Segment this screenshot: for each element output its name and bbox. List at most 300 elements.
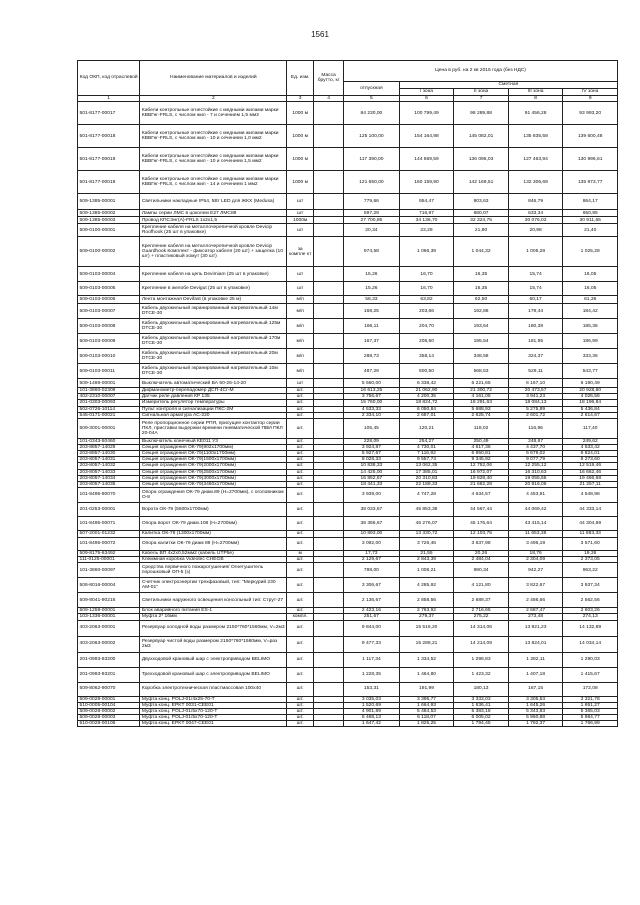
row-zone-1: 16,70 (399, 282, 454, 296)
row-zone-3: 1 005,28 (508, 237, 563, 267)
row-code: 509-8041-90216 (78, 593, 140, 608)
row-zone-4: 4 533,42 (563, 444, 618, 450)
table-row (78, 667, 618, 682)
row-zone-2: 6 221,65 (454, 379, 509, 388)
row-zone-2: 4 617,36 (454, 444, 509, 450)
row-zone-1: 1 008,21 (399, 563, 454, 578)
row-code: 509-0103-00005 (78, 282, 140, 296)
row-code: 509-0028-00001 (78, 696, 140, 702)
row-mass (314, 502, 344, 516)
row-mass (314, 194, 344, 210)
row-zone-3: 18,76 (508, 550, 563, 556)
row-zone-2: 5 383,18 (454, 708, 509, 714)
row-zone-3: 1 407,18 (508, 667, 563, 682)
row-zone-2: 62,50 (454, 296, 509, 304)
row-name: Секция ограждения ОК-79(2500х1700мм) (140, 469, 287, 475)
row-zone-2: 568,53 (454, 364, 509, 379)
row-name: Крепление в желобе Devigut (25 шт в упаковке) (140, 282, 287, 296)
row-zone-1: 716,97 (399, 210, 454, 217)
row-unit: шт. (287, 593, 314, 608)
row-zone-1: 15 516,20 (399, 620, 454, 636)
row-unit: м/п (287, 296, 314, 304)
row-code: 507-2001-01232 (78, 530, 140, 537)
row-zone-4: 44 333,14 (563, 502, 618, 516)
row-zone-2: 348,58 (454, 349, 509, 364)
row-unit: шт. (287, 502, 314, 516)
row-zone-4: 185,36 (563, 319, 618, 334)
row-zone-3: 846,79 (508, 194, 563, 210)
row-price: 1 647,42 (344, 721, 400, 727)
row-code: 101-3860-00097 (78, 563, 140, 578)
row-code: 203-8057-14035 (78, 481, 140, 487)
row-unit: шт. (287, 444, 314, 450)
row-zone-1: 6 338,42 (399, 379, 454, 388)
table-row (78, 487, 618, 502)
row-price: 3 092,00 (344, 537, 400, 550)
row-unit: шт. (287, 457, 314, 463)
row-zone-1: 203,66 (399, 304, 454, 319)
row-zone-4: 864,17 (563, 194, 618, 210)
row-price: 4 901,89 (344, 708, 400, 714)
row-unit: шт (287, 194, 314, 210)
row-zone-2: 14 314,06 (454, 620, 509, 636)
header-release: отпускная (344, 82, 400, 96)
row-unit: 1000 м (287, 125, 314, 148)
row-zone-3: 13 824,01 (508, 636, 563, 652)
column-number: 6 (399, 96, 454, 102)
row-zone-4: 172,08 (563, 682, 618, 696)
table-row (78, 334, 618, 349)
row-zone-3: 16 310,63 (508, 469, 563, 475)
row-name: Калитка ОК-79 (1300х1700мм) (140, 530, 287, 537)
row-zone-4: 650,95 (563, 210, 618, 217)
row-zone-4: 18 196,84 (563, 400, 618, 406)
row-zone-1: 21,55 (399, 550, 454, 556)
row-zone-1: 150 159,90 (399, 171, 454, 194)
table-row (78, 593, 618, 608)
row-zone-2: 16,35 (454, 282, 509, 296)
row-name: Крепление кабеля на металлочерепичной кровле Devicip Roofhook (25 шт в упаковке) (140, 224, 287, 237)
table-row (78, 721, 618, 727)
row-unit: шт. (287, 537, 314, 550)
row-price: 117 390,00 (344, 148, 400, 171)
row-zone-3: 6 679,02 (508, 451, 563, 457)
row-mass (314, 267, 344, 282)
table-row (78, 319, 618, 334)
row-zone-3: 3 941,23 (508, 394, 563, 400)
row-zone-2: 3 333,03 (454, 696, 509, 702)
row-name: Кабель двухжильный экранированный нагревательный 10м DTCE-30 (140, 364, 287, 379)
row-code: 501-8177-00019 (78, 148, 140, 171)
table-row (78, 682, 618, 696)
row-unit: шт. (287, 487, 314, 502)
row-name: Крепление кабеля на цепь Devimiam (25 шт в упаковке) (140, 267, 287, 282)
table-row (78, 296, 618, 304)
table-row (78, 102, 618, 125)
row-code: 101-8495-00072 (78, 537, 140, 550)
row-name: Муфта конц. EPKT 0031-CEE01 (140, 702, 287, 708)
row-zone-2: 6 950,81 (454, 451, 509, 457)
row-zone-3: 324,37 (508, 349, 563, 364)
row-zone-1: 18 824,72 (399, 400, 454, 406)
row-name: Кабели контрольные огнестойкие с медными жилами марки КВВГнг-FRLS, с числом жил - 10 и сечением 1,5 мм2 (140, 148, 287, 171)
row-name: Лампы серии ЛМС в цоколем E27 ЛМС88 (140, 210, 287, 217)
row-zone-2: 1 794,45 (454, 721, 509, 727)
row-unit: шт (287, 224, 314, 237)
row-name: Счетчик электроэнергии трехфазовый, тип: "Меркурий 230 АМ-01" (140, 578, 287, 593)
row-zone-3: 179,44 (508, 304, 563, 319)
table-row (78, 194, 618, 210)
row-unit: шт. (287, 667, 314, 682)
row-zone-1: 2 843,39 (399, 557, 454, 563)
row-mass (314, 620, 344, 636)
column-number: 2 (140, 96, 287, 102)
row-zone-3: 1 645,26 (508, 702, 563, 708)
row-zone-1: 2 763,92 (399, 608, 454, 614)
row-price: 1 520,69 (344, 702, 400, 708)
row-mass (314, 171, 344, 194)
row-zone-4: 1 025,28 (563, 237, 618, 267)
row-code: 501-8177-00017 (78, 102, 140, 125)
row-zone-4: 186,99 (563, 334, 618, 349)
column-number: 5 (344, 96, 400, 102)
row-unit: м/п (287, 364, 314, 379)
row-zone-3: 5 275,89 (508, 406, 563, 412)
row-zone-1: 1 334,52 (399, 652, 454, 667)
row-mass (314, 349, 344, 364)
row-zone-1: 120,21 (399, 418, 454, 438)
row-unit: шт. (287, 682, 314, 696)
row-zone-3: 180,38 (508, 319, 563, 334)
row-zone-2: 5 688,93 (454, 406, 509, 412)
row-zone-4: 16 662,46 (563, 469, 618, 475)
row-name: Муфта конц. POLJ-01/5х70-120-Т (140, 708, 287, 714)
row-price: 15 760,00 (344, 400, 400, 406)
row-code: 201-0993-93200 (78, 652, 140, 667)
row-price: 15,26 (344, 282, 400, 296)
row-name: Блок аварийного питания ES-1 (140, 608, 287, 614)
row-unit: шт. (287, 530, 314, 537)
row-code: 509-8062-90070 (78, 682, 140, 696)
row-price: 4 533,33 (344, 406, 400, 412)
row-price: 167,37 (344, 334, 400, 349)
row-zone-2: 16,35 (454, 267, 509, 282)
row-unit: м (287, 550, 314, 556)
row-zone-1: 1 825,25 (399, 721, 454, 727)
row-zone-2: 903,63 (454, 194, 509, 210)
header-mass: Масса брутто, кг (314, 61, 344, 96)
row-unit: шт. (287, 636, 314, 652)
header-name: Наименование материалов и изделий (140, 61, 287, 96)
row-zone-2: 118,02 (454, 418, 509, 438)
row-name: Сигнальная арматура АС-220 (140, 412, 287, 418)
row-price: 121 650,00 (344, 171, 400, 194)
row-code: 509-0100-00001 (78, 224, 140, 237)
row-zone-3: 942,27 (508, 563, 563, 578)
row-zone-1: 191,99 (399, 682, 454, 696)
row-code: 509-1258-00001 (78, 608, 140, 614)
row-zone-1: 100 799,49 (399, 102, 454, 125)
row-name: Секция ограждения ОК-79(3460х1700мм) (140, 481, 287, 487)
row-zone-3: 135 835,58 (508, 125, 563, 148)
row-name: Муфта конц. POLJ-01/5х70-120-Т (140, 714, 287, 720)
row-zone-2: 3 637,98 (454, 537, 509, 550)
row-name: Измеритель регулятор температуры (140, 400, 287, 406)
table-row (78, 578, 618, 593)
row-zone-1: 6 050,84 (399, 406, 454, 412)
row-price: 17,73 (344, 550, 400, 556)
row-price: 2 136,67 (344, 593, 400, 608)
row-unit: шт. (287, 702, 314, 708)
row-code: 501-8177-00019 (78, 171, 140, 194)
row-zone-4: 21,40 (563, 224, 618, 237)
row-zone-1: 45 853,38 (399, 502, 454, 516)
table-row (78, 516, 618, 530)
row-zone-3: 2 486,66 (508, 593, 563, 608)
row-name: Средства первичного пожаротушения/ Огнетушитель порошковый ОП-5 (з) (140, 563, 287, 578)
row-price: 2 129,67 (344, 557, 400, 563)
row-unit: м/п (287, 304, 314, 319)
row-name: Кабели контрольные огнестойкие с медными жилами марки КВВГнг-FRLS, с числом жил - 7 и сечением 1,5 мм2 (140, 102, 287, 125)
row-name: Выключатель автоматический ВА 60-26-14-20 (140, 379, 287, 388)
row-unit: шт. (287, 557, 314, 563)
table-row (78, 224, 618, 237)
row-zone-2: 4 161,05 (454, 394, 509, 400)
row-price: 38 033,67 (344, 502, 400, 516)
row-zone-4: 19 466,68 (563, 475, 618, 481)
row-zone-4: 2 562,56 (563, 593, 618, 608)
row-zone-4: 16,05 (563, 282, 618, 296)
row-mass (314, 578, 344, 593)
row-zone-1: 1 464,80 (399, 667, 454, 682)
table-row (78, 530, 618, 537)
row-zone-1: 2 687,01 (399, 412, 454, 418)
row-mass (314, 682, 344, 696)
row-price: 2 423,16 (344, 608, 400, 614)
row-zone-3: 3 496,19 (508, 537, 563, 550)
row-zone-4: 130 996,61 (563, 148, 618, 171)
row-price: 15,26 (344, 267, 400, 282)
row-zone-2: 4 121,80 (454, 578, 509, 593)
row-zone-3: 273,48 (508, 614, 563, 620)
row-zone-1: 63,82 (399, 296, 454, 304)
row-unit: шт. (287, 394, 314, 400)
row-mass (314, 210, 344, 217)
row-name: Лента монтажная Devifast (в упаковке 25 м) (140, 296, 287, 304)
row-name: Резервуар холодной воды размером 2150*760*1560мм, V=2м3 (140, 620, 287, 636)
row-zone-1: 206,50 (399, 334, 454, 349)
row-price: 5 560,00 (344, 379, 400, 388)
row-name: Секция ограждения ОК-79(2000х1700мм) (140, 463, 287, 469)
row-zone-3: 529,11 (508, 364, 563, 379)
row-name: Крепление кабеля на металлочерепичной кровле Devicip Guardhook Комплект - фиксатор кабеля (20 шт) + защелка (10 шт) + пластиковый хомут (30 шт) (140, 237, 287, 267)
table-row (78, 364, 618, 379)
row-unit: шт. (287, 578, 314, 593)
row-zone-1: 600,50 (399, 364, 454, 379)
row-zone-2: 2 689,37 (454, 593, 509, 608)
row-price: 166,11 (344, 319, 400, 334)
row-zone-4: 19,36 (563, 550, 618, 556)
row-zone-2: 6 005,02 (454, 714, 509, 720)
row-zone-3: 20 473,57 (508, 388, 563, 394)
row-name: Кабели контрольные огнестойкие с медными жилами марки КВВГнг-FRLS, с числом жил - 14 и сечением 1 мм2 (140, 171, 287, 194)
table-row (78, 267, 618, 282)
row-name: Датчик реле давления КР 135 (140, 394, 287, 400)
row-mass (314, 364, 344, 379)
row-zone-1: 254,27 (399, 438, 454, 444)
row-code: 509-0028-00002 (78, 708, 140, 714)
row-zone-2: 21,80 (454, 224, 509, 237)
row-name: Пульт контроля и сигнализации ПКС-2М (140, 406, 287, 412)
row-code: 403-2063-00001 (78, 620, 140, 636)
row-price: 5 927,67 (344, 451, 400, 457)
row-price: 105,45 (344, 418, 400, 438)
row-zone-2: 14 214,09 (454, 636, 509, 652)
row-zone-4: 139 600,48 (563, 125, 618, 148)
table-row (78, 304, 618, 319)
row-zone-3: 2 304,09 (508, 557, 563, 563)
row-zone-1: 16,70 (399, 267, 454, 282)
row-name: Кабели контрольные огнестойкие с медными жилами марки КВВГнг-FRLS, с числом жил - 10 и сечением 1,0 мм2 (140, 125, 287, 148)
row-zone-3: 11 653,38 (508, 530, 563, 537)
row-zone-3: 5 960,88 (508, 714, 563, 720)
row-price: 10 838,33 (344, 463, 400, 469)
row-price: 9 477,33 (344, 636, 400, 652)
row-mass (314, 537, 344, 550)
row-code: 203-8857-14030 (78, 451, 140, 457)
row-zone-2: 1 423,32 (454, 667, 509, 682)
row-unit: м/п (287, 334, 314, 349)
row-mass (314, 418, 344, 438)
row-zone-4: 1 415,67 (563, 667, 618, 682)
row-price: 16 852,67 (344, 475, 400, 481)
row-zone-2: 250,49 (454, 438, 509, 444)
row-price: 16 613,25 (344, 388, 400, 394)
row-zone-2: 275,22 (454, 614, 509, 620)
row-price: 84 230,00 (344, 102, 400, 125)
table-row (78, 620, 618, 636)
row-code: 501-8177-00018 (78, 125, 140, 148)
row-code: 203-8057-14031 (78, 457, 140, 463)
row-zone-4: 9 273,60 (563, 457, 618, 463)
header-code: Код ОКП, код отраслевой (78, 61, 140, 96)
row-zone-2: 136 095,03 (454, 148, 509, 171)
row-unit: шт. (287, 400, 314, 406)
row-zone-3: 13 921,23 (508, 620, 563, 636)
row-name: Кабель двухжильный экранированный нагревательный 125м DTCE-30 (140, 319, 287, 334)
row-zone-1: 4 285,92 (399, 578, 454, 593)
row-zone-2: 4 634,57 (454, 487, 509, 502)
row-zone-1: 4 730,01 (399, 444, 454, 450)
row-zone-1: 954,47 (399, 194, 454, 210)
row-mass (314, 224, 344, 237)
row-mass (314, 217, 344, 224)
row-zone-1: 5 484,53 (399, 708, 454, 714)
row-zone-2: 45 176,64 (454, 516, 509, 530)
row-zone-2: 195,54 (454, 334, 509, 349)
row-code: 203-8857-14029 (78, 444, 140, 450)
row-unit: шт (287, 210, 314, 217)
table-row (78, 237, 618, 267)
row-name: Резервуар чистой воды размером 2150*760*1560мм, V=раз 2м3 (140, 636, 287, 652)
row-code: 402-2310-00007 (78, 394, 140, 400)
row-price: 5 468,13 (344, 714, 400, 720)
row-unit: шт. (287, 475, 314, 481)
row-zone-4: 543,77 (563, 364, 618, 379)
row-zone-4: 1 766,99 (563, 721, 618, 727)
row-zone-1: 20 310,83 (399, 475, 454, 481)
row-name: Ворота ОК-79 (5500х1700мм) (140, 502, 287, 516)
row-zone-1: 204,70 (399, 319, 454, 334)
row-zone-1: 4 747,28 (399, 487, 454, 502)
row-zone-1: 4 200,35 (399, 394, 454, 400)
row-price: 3 035,03 (344, 696, 400, 702)
row-price: 3 756,67 (344, 394, 400, 400)
row-name: Реле пропорционное серии РПЯ, присущее контактор серии ПКЛ, приставки выдержки времени пневматической ПВИ ПКЛ 20-04А (140, 418, 287, 438)
row-code: 509-0103-00006 (78, 296, 140, 304)
row-name: Трехходовой крановый шар с электроприводом BELIMO (140, 667, 287, 682)
row-zone-3: 6 167,10 (508, 379, 563, 388)
row-zone-3: 633,34 (508, 210, 563, 217)
row-zone-1: 17 385,01 (399, 469, 454, 475)
row-zone-3: 4 437,70 (508, 444, 563, 450)
row-zone-3: 3 822,67 (508, 578, 563, 593)
row-unit: шт (287, 379, 314, 388)
row-unit: компл. (287, 614, 314, 620)
row-zone-1: 7 116,92 (399, 451, 454, 457)
row-price: 487,29 (344, 364, 400, 379)
row-zone-4: 5 436,84 (563, 406, 618, 412)
row-code: 103-1336-00001 (78, 614, 140, 620)
row-zone-2: 180,13 (454, 682, 509, 696)
row-zone-4: 30 911,65 (563, 217, 618, 224)
row-price: 228,09 (344, 438, 400, 444)
row-zone-1: 154 164,98 (399, 125, 454, 148)
row-zone-4: 5 365,03 (563, 708, 618, 714)
table-row (78, 563, 618, 578)
table-row (78, 379, 618, 388)
row-mass (314, 563, 344, 578)
table-row (78, 636, 618, 652)
row-zone-2: 680,07 (454, 210, 509, 217)
row-zone-1: 6 118,07 (399, 714, 454, 720)
row-zone-2: 1 636,41 (454, 702, 509, 708)
row-name: Опора ограждения ОК-79 диам.89 (Н=2700мм), с оголовником О-8 (140, 487, 287, 502)
row-zone-2: 12 752,06 (454, 463, 509, 469)
row-zone-4: 6 190,49 (563, 379, 618, 388)
row-zone-1: 1 066,39 (399, 237, 454, 267)
row-zone-3: 20,98 (508, 224, 563, 237)
row-code: 509-0028-00003 (78, 714, 140, 720)
price-table (77, 60, 618, 727)
row-zone-3: 43 415,14 (508, 516, 563, 530)
row-zone-4: 1 651,27 (563, 702, 618, 708)
row-unit: шт. (287, 563, 314, 578)
row-zone-3: 127 463,94 (508, 148, 563, 171)
row-zone-4: 333,36 (563, 349, 618, 364)
row-unit: шт. (287, 412, 314, 418)
row-code: 506-8016-00004 (78, 578, 140, 593)
row-zone-3: 132 306,69 (508, 171, 563, 194)
column-number: 9 (563, 96, 618, 102)
row-code: 510-0005-00104 (78, 702, 140, 708)
row-price: 3 939,00 (344, 487, 400, 502)
row-mass (314, 125, 344, 148)
row-zone-2: 20,26 (454, 550, 509, 556)
row-price: 10 893,00 (344, 530, 400, 537)
row-zone-3: 18 084,13 (508, 400, 563, 406)
row-mass (314, 636, 344, 652)
